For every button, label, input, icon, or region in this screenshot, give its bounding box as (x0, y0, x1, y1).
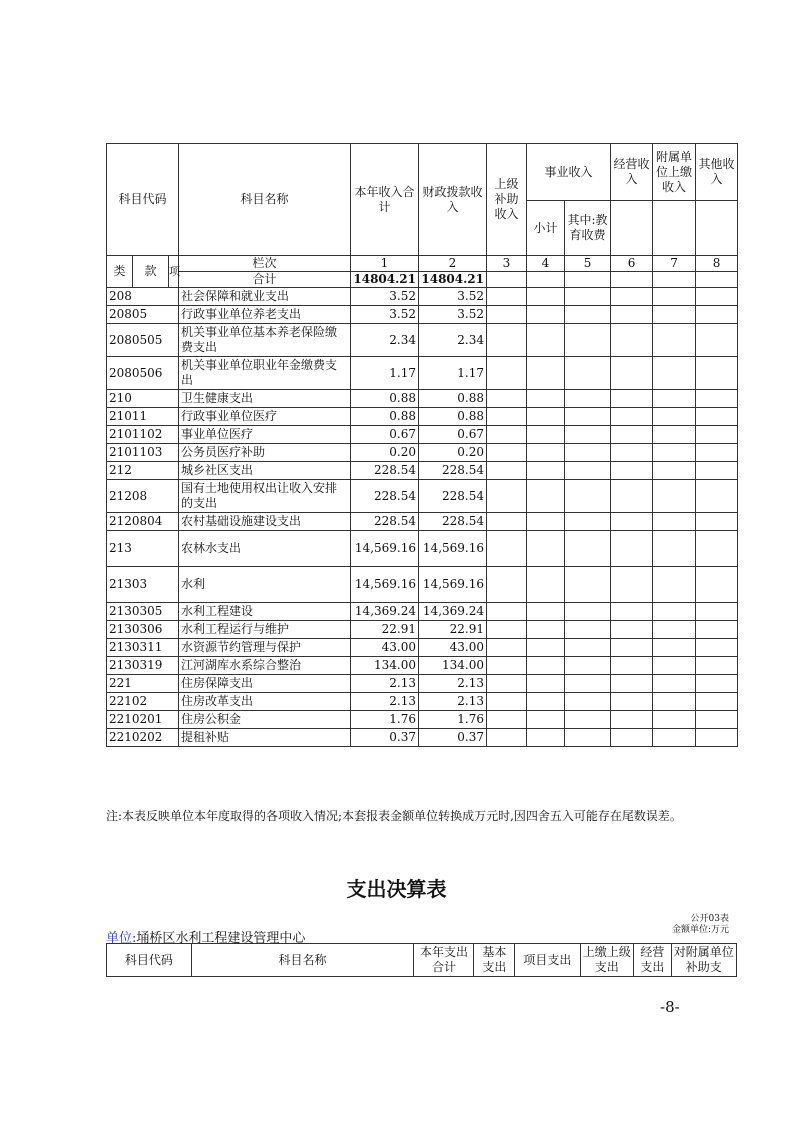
header-xiang: 项 (169, 256, 179, 288)
empty-cell (487, 426, 527, 444)
empty-cell (565, 272, 611, 288)
row-col2: 228.54 (419, 462, 487, 480)
unit-name: 埇桥区水利工程建设管理中心 (136, 931, 306, 946)
empty-cell (565, 693, 611, 711)
row-col1: 2.34 (351, 324, 419, 357)
form-number: 公开03表 (690, 914, 729, 924)
row-name: 江河湖库水系综合整治 (179, 657, 351, 675)
table-row (107, 567, 738, 603)
lanci-6: 6 (611, 256, 653, 272)
empty-cell (565, 426, 611, 444)
empty-cell (487, 480, 527, 513)
lanci-4: 4 (527, 256, 565, 272)
empty-cell (653, 603, 696, 621)
page-number: -8- (660, 998, 680, 1016)
header-kuan: 款 (133, 256, 169, 288)
empty-cell (527, 390, 565, 408)
table-row (107, 513, 738, 531)
empty-cell (653, 306, 696, 324)
empty-cell (487, 621, 527, 639)
header-col6: 经营收入 (611, 144, 653, 201)
empty-cell (696, 531, 738, 567)
empty-cell (696, 357, 738, 390)
empty-cell (653, 357, 696, 390)
table-row (107, 324, 738, 357)
table-row (107, 426, 738, 444)
empty-cell (696, 657, 738, 675)
empty-cell (487, 272, 527, 288)
empty-cell (487, 657, 527, 675)
empty-cell (487, 513, 527, 531)
empty-cell (653, 531, 696, 567)
table-row (107, 462, 738, 480)
empty-cell (527, 729, 565, 747)
empty-cell (487, 711, 527, 729)
empty-cell (487, 531, 527, 567)
empty-cell (565, 639, 611, 657)
row-code: 2130311 (107, 639, 179, 657)
table-row (107, 675, 738, 693)
empty-cell (487, 462, 527, 480)
empty-cell (527, 513, 565, 531)
row-code: 21303 (107, 567, 179, 603)
row-code: 213 (107, 531, 179, 567)
table-row (107, 390, 738, 408)
row-col2: 0.67 (419, 426, 487, 444)
empty-cell (653, 324, 696, 357)
empty-cell (653, 288, 696, 306)
row-name: 行政事业单位养老支出 (179, 306, 351, 324)
table-note: 注:本表反映单位本年度取得的各项收入情况;本套报表金额单位转换成万元时,因四舍五入可能存在尾数误差。 (106, 809, 682, 823)
row-col1: 0.88 (351, 390, 419, 408)
exp-header-total: 本年支出合计 (414, 944, 474, 977)
empty-cell (696, 621, 738, 639)
total-col1: 14804.21 (351, 272, 419, 288)
unit-label: 单位: (106, 931, 137, 946)
row-col2: 0.88 (419, 390, 487, 408)
row-code: 22102 (107, 693, 179, 711)
row-col2: 2.34 (419, 324, 487, 357)
empty-cell (611, 426, 653, 444)
empty-cell (696, 603, 738, 621)
empty-cell (527, 272, 565, 288)
empty-cell (611, 603, 653, 621)
empty-cell (611, 408, 653, 426)
empty-cell (527, 567, 565, 603)
empty-cell (565, 324, 611, 357)
row-col2: 0.88 (419, 408, 487, 426)
row-col2: 2.13 (419, 693, 487, 711)
empty-cell (653, 675, 696, 693)
row-name: 城乡社区支出 (179, 462, 351, 480)
empty-cell (527, 675, 565, 693)
empty-cell (611, 621, 653, 639)
empty-cell (527, 288, 565, 306)
empty-cell (696, 324, 738, 357)
row-code: 221 (107, 675, 179, 693)
row-col2: 134.00 (419, 657, 487, 675)
empty-cell (696, 675, 738, 693)
row-code: 2210201 (107, 711, 179, 729)
empty-cell (653, 462, 696, 480)
amount-unit: 金额单位:万元 (671, 925, 729, 935)
header-col4-group: 事业收入 (527, 144, 611, 201)
header-lanci: 栏次 (179, 256, 351, 272)
row-col2: 3.52 (419, 288, 487, 306)
empty-cell (653, 480, 696, 513)
row-code: 2080506 (107, 357, 179, 390)
row-col1: 0.37 (351, 729, 419, 747)
row-code: 2101103 (107, 444, 179, 462)
empty-cell (696, 408, 738, 426)
empty-cell (653, 621, 696, 639)
row-col1: 14,369.24 (351, 603, 419, 621)
empty-cell (527, 603, 565, 621)
empty-cell (653, 408, 696, 426)
header-col6-blank (611, 201, 653, 256)
empty-cell (565, 306, 611, 324)
empty-cell (611, 639, 653, 657)
row-col2: 1.76 (419, 711, 487, 729)
empty-cell (527, 462, 565, 480)
empty-cell (527, 426, 565, 444)
table-row (107, 444, 738, 462)
empty-cell (527, 324, 565, 357)
row-col1: 22.91 (351, 621, 419, 639)
empty-cell (527, 480, 565, 513)
row-name: 水资源节约管理与保护 (179, 639, 351, 657)
table-row (107, 729, 738, 747)
empty-cell (611, 306, 653, 324)
row-name: 机关事业单位基本养老保险缴费支出 (179, 324, 351, 357)
empty-cell (487, 603, 527, 621)
row-name: 水利工程建设 (179, 603, 351, 621)
row-name: 社会保障和就业支出 (179, 288, 351, 306)
empty-cell (565, 657, 611, 675)
empty-cell (565, 675, 611, 693)
header-col4: 小计 (527, 201, 565, 256)
empty-cell (653, 729, 696, 747)
empty-cell (696, 711, 738, 729)
row-code: 21011 (107, 408, 179, 426)
empty-cell (527, 306, 565, 324)
empty-cell (487, 444, 527, 462)
exp-header-name: 科目名称 (191, 944, 414, 977)
empty-cell (653, 513, 696, 531)
empty-cell (653, 444, 696, 462)
exp-header-code: 科目代码 (107, 944, 192, 977)
row-name: 国有土地使用权出让收入安排的支出 (179, 480, 351, 513)
exp-header-subsidy: 对附属单位补助支 (671, 944, 736, 977)
row-name: 住房公积金 (179, 711, 351, 729)
income-table (106, 143, 738, 747)
row-col1: 0.67 (351, 426, 419, 444)
empty-cell (653, 693, 696, 711)
row-code: 21208 (107, 480, 179, 513)
header-name: 科目名称 (179, 144, 351, 256)
empty-cell (487, 693, 527, 711)
row-name: 事业单位医疗 (179, 426, 351, 444)
lanci-8: 8 (696, 256, 738, 272)
table-row (107, 531, 738, 567)
row-code: 2210202 (107, 729, 179, 747)
empty-cell (527, 693, 565, 711)
empty-cell (565, 288, 611, 306)
empty-cell (611, 324, 653, 357)
empty-cell (565, 444, 611, 462)
row-name: 住房保障支出 (179, 675, 351, 693)
empty-cell (527, 621, 565, 639)
empty-cell (565, 729, 611, 747)
empty-cell (611, 390, 653, 408)
empty-cell (696, 288, 738, 306)
lanci-5: 5 (565, 256, 611, 272)
row-col2: 228.54 (419, 480, 487, 513)
row-col1: 228.54 (351, 462, 419, 480)
empty-cell (611, 357, 653, 390)
table-row (107, 693, 738, 711)
header-lei: 类 (107, 256, 133, 288)
empty-cell (696, 693, 738, 711)
header-col3: 上级补助收入 (487, 144, 527, 256)
row-col1: 43.00 (351, 639, 419, 657)
exp-header-project: 项目支出 (515, 944, 580, 977)
total-label: 合计 (179, 272, 351, 288)
total-col2: 14804.21 (419, 272, 487, 288)
table-row (107, 288, 738, 306)
empty-cell (653, 426, 696, 444)
row-col2: 0.37 (419, 729, 487, 747)
row-code: 2120804 (107, 513, 179, 531)
row-col2: 2.13 (419, 675, 487, 693)
empty-cell (487, 306, 527, 324)
empty-cell (653, 657, 696, 675)
empty-cell (696, 306, 738, 324)
empty-cell (696, 729, 738, 747)
empty-cell (611, 288, 653, 306)
empty-cell (527, 357, 565, 390)
row-col1: 1.17 (351, 357, 419, 390)
row-col1: 228.54 (351, 480, 419, 513)
empty-cell (565, 390, 611, 408)
row-col2: 14,569.16 (419, 531, 487, 567)
empty-cell (527, 531, 565, 567)
empty-cell (611, 480, 653, 513)
row-name: 水利 (179, 567, 351, 603)
row-col2: 43.00 (419, 639, 487, 657)
row-col2: 1.17 (419, 357, 487, 390)
lanci-3: 3 (487, 256, 527, 272)
exp-header-basic: 基本支出 (474, 944, 515, 977)
empty-cell (611, 657, 653, 675)
row-col1: 0.88 (351, 408, 419, 426)
empty-cell (696, 639, 738, 657)
row-name: 公务员医疗补助 (179, 444, 351, 462)
table-row (107, 408, 738, 426)
empty-cell (611, 462, 653, 480)
empty-cell (565, 711, 611, 729)
row-code: 2080505 (107, 324, 179, 357)
header-col8-blank (696, 201, 738, 256)
row-code: 2101102 (107, 426, 179, 444)
header-col2: 财政拨款收入 (419, 144, 487, 256)
empty-cell (487, 324, 527, 357)
header-col8: 其他收入 (696, 144, 738, 201)
table-row (107, 639, 738, 657)
empty-cell (696, 444, 738, 462)
empty-cell (527, 657, 565, 675)
empty-cell (487, 408, 527, 426)
row-col1: 134.00 (351, 657, 419, 675)
row-col2: 0.20 (419, 444, 487, 462)
empty-cell (487, 357, 527, 390)
table-row (107, 603, 738, 621)
table-row (107, 357, 738, 390)
lanci-2: 2 (419, 256, 487, 272)
row-code: 20805 (107, 306, 179, 324)
row-col1: 14,569.16 (351, 567, 419, 603)
empty-cell (527, 711, 565, 729)
empty-cell (527, 639, 565, 657)
row-code: 2130319 (107, 657, 179, 675)
table-row (107, 657, 738, 675)
empty-cell (565, 357, 611, 390)
header-col7: 附属单位上缴收入 (653, 144, 696, 201)
empty-cell (565, 408, 611, 426)
empty-cell (611, 272, 653, 288)
row-col1: 3.52 (351, 306, 419, 324)
row-name: 农林水支出 (179, 531, 351, 567)
empty-cell (565, 531, 611, 567)
empty-cell (565, 513, 611, 531)
exp-header-operation: 经营支出 (634, 944, 672, 977)
lanci-7: 7 (653, 256, 696, 272)
header-col5: 其中:教育收费 (565, 201, 611, 256)
empty-cell (696, 426, 738, 444)
row-code: 212 (107, 462, 179, 480)
row-col2: 3.52 (419, 306, 487, 324)
lanci-1: 1 (351, 256, 419, 272)
row-name: 机关事业单位职业年金缴费支出 (179, 357, 351, 390)
empty-cell (696, 272, 738, 288)
empty-cell (611, 729, 653, 747)
empty-cell (696, 390, 738, 408)
empty-cell (696, 513, 738, 531)
row-code: 2130306 (107, 621, 179, 639)
expense-table (106, 943, 737, 977)
form-info (672, 914, 729, 936)
row-col1: 2.13 (351, 675, 419, 693)
empty-cell (653, 711, 696, 729)
empty-cell (611, 675, 653, 693)
empty-cell (611, 513, 653, 531)
row-col1: 2.13 (351, 693, 419, 711)
table-row (107, 306, 738, 324)
exp-header-upper: 上缴上级支出 (580, 944, 634, 977)
empty-cell (653, 272, 696, 288)
empty-cell (487, 729, 527, 747)
row-col1: 1.76 (351, 711, 419, 729)
table-row (107, 711, 738, 729)
empty-cell (611, 567, 653, 603)
empty-cell (611, 693, 653, 711)
table-row (107, 480, 738, 513)
row-name: 卫生健康支出 (179, 390, 351, 408)
empty-cell (487, 567, 527, 603)
empty-cell (696, 462, 738, 480)
row-code: 208 (107, 288, 179, 306)
row-name: 行政事业单位医疗 (179, 408, 351, 426)
empty-cell (653, 639, 696, 657)
row-name: 住房改革支出 (179, 693, 351, 711)
empty-cell (696, 480, 738, 513)
empty-cell (565, 567, 611, 603)
row-name: 农村基础设施建设支出 (179, 513, 351, 531)
empty-cell (565, 621, 611, 639)
empty-cell (487, 675, 527, 693)
expense-table-title: 支出决算表 (346, 877, 447, 901)
header-col1: 本年收入合计 (351, 144, 419, 256)
row-col2: 14,369.24 (419, 603, 487, 621)
empty-cell (696, 567, 738, 603)
row-col2: 22.91 (419, 621, 487, 639)
row-col2: 228.54 (419, 513, 487, 531)
empty-cell (653, 390, 696, 408)
empty-cell (611, 444, 653, 462)
empty-cell (565, 603, 611, 621)
row-name: 提租补贴 (179, 729, 351, 747)
header-code: 科目代码 (107, 144, 179, 256)
row-name: 水利工程运行与维护 (179, 621, 351, 639)
header-col7-blank (653, 201, 696, 256)
empty-cell (611, 531, 653, 567)
row-col1: 228.54 (351, 513, 419, 531)
row-code: 210 (107, 390, 179, 408)
row-code: 2130305 (107, 603, 179, 621)
empty-cell (565, 462, 611, 480)
row-col1: 0.20 (351, 444, 419, 462)
row-col1: 3.52 (351, 288, 419, 306)
empty-cell (487, 288, 527, 306)
table-row (107, 621, 738, 639)
empty-cell (527, 444, 565, 462)
row-col1: 14,569.16 (351, 531, 419, 567)
row-col2: 14,569.16 (419, 567, 487, 603)
empty-cell (487, 390, 527, 408)
empty-cell (487, 639, 527, 657)
empty-cell (565, 480, 611, 513)
empty-cell (527, 408, 565, 426)
empty-cell (611, 711, 653, 729)
empty-cell (653, 567, 696, 603)
